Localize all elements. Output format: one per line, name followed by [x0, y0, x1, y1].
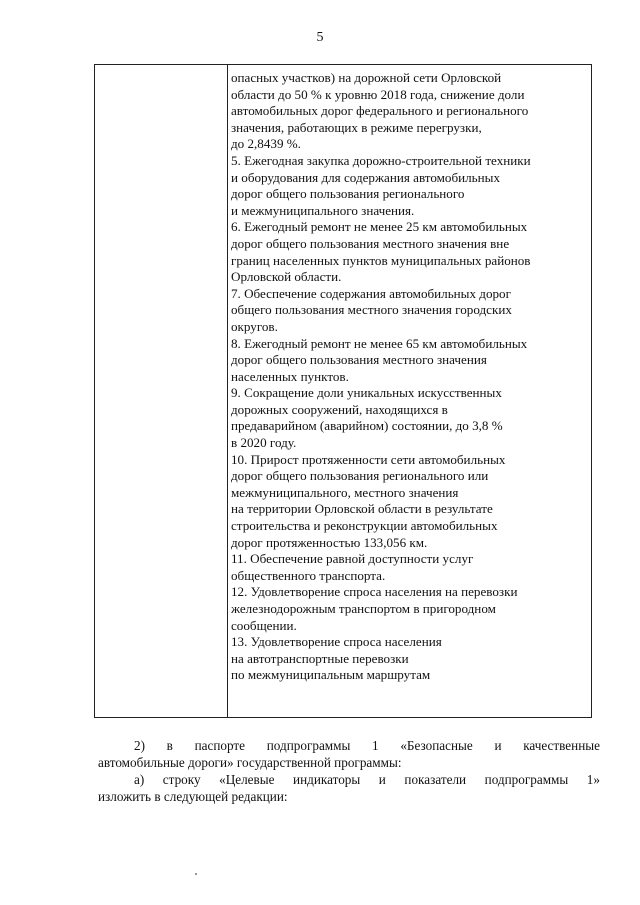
table-text-line: 5. Ежегодная закупка дорожно-строительной техники [231, 152, 531, 168]
table-text-line: 13. Удовлетворение спроса населения [231, 634, 442, 650]
table-text-line: округов. [231, 318, 278, 334]
paragraph-line: 2) в паспорте подпрограммы 1 «Безопасные и качественные [134, 738, 600, 753]
table-text-line: до 2,8439 %. [231, 136, 301, 152]
table-text-line: железнодорожным транспортом в пригородном [231, 601, 496, 616]
paragraph-line: изложить в следующей редакции: [98, 788, 288, 804]
paragraph-indicators-row [98, 772, 600, 805]
table-left-cell [95, 65, 227, 717]
indicators-table [94, 64, 592, 718]
table-text-line: 11. Обеспечение равной доступности услуг [231, 551, 474, 567]
table-text-line: на территории Орловской области в результате [231, 501, 493, 517]
paragraph-line: автомобильные дороги» государственной программы: [98, 754, 402, 770]
table-text-line: 7. Обеспечение содержания автомобильных дорог [231, 285, 511, 301]
table-text-line: предаварийном (аварийном) состоянии, до 3,8 % [231, 418, 503, 434]
page-number: 5 [316, 30, 324, 45]
table-text-line: на автотранспортные перевозки [231, 650, 409, 666]
table-text-line: дорог общего пользования местного значения вне [231, 235, 510, 251]
table-text-line: и оборудования для содержания автомобильных [231, 169, 501, 185]
table-text-line: 9. Сокращение доли уникальных искусственных [231, 385, 502, 401]
document-body [98, 738, 600, 806]
table-text-line: 6. Ежегодный ремонт не менее 25 км автомобильных [231, 219, 528, 235]
paragraph-line: а) строку «Целевые индикаторы и показатели подпрограммы 1» [134, 772, 600, 788]
table-text-line: сообщении. [231, 617, 297, 633]
table-text-line: автомобильных дорог федерального и регионального [231, 103, 529, 119]
table-text-line: строительства и реконструкции автомобильных [231, 518, 498, 534]
table-text-line: опасных участков) на дорожной сети Орловской [231, 70, 502, 85]
table-text-line: межмуниципального, местного значения [231, 484, 459, 500]
table-text-line: населенных пунктов. [231, 368, 349, 384]
table-text-line: дорог общего пользования местного значения [231, 352, 487, 368]
table-text-line: области до 50 % к уровню 2018 года, снижение доли [231, 86, 525, 102]
table-text-line: границ населенных пунктов муниципальных районов [231, 252, 531, 268]
table-text-line: Орловской области. [231, 269, 342, 285]
paragraph-passport [98, 738, 600, 771]
table-text-line: 10. Прирост протяженности сети автомобильных [231, 451, 506, 467]
table-text-line: и межмуниципального значения. [231, 202, 415, 218]
table-text-line: дорог общего пользования регионального [231, 186, 465, 202]
table-text-line: дорожных сооружений, находящихся в [231, 401, 448, 417]
table-right-cell [231, 70, 591, 684]
table-column-divider [227, 65, 228, 717]
table-text-line: дорог общего пользования регионального или [231, 468, 489, 484]
table-text-line: общего пользования местного значения городских [231, 302, 512, 318]
table-text-line: в 2020 году. [231, 435, 297, 451]
table-text-line: значения, работающих в режиме перегрузки, [231, 119, 482, 135]
table-text-line: дорог протяженностью 133,056 км. [231, 534, 428, 550]
table-text-line: 12. Удовлетворение спроса населения на перевозки [231, 584, 518, 600]
table-text-line: по межмуниципальным маршрутам [231, 667, 431, 683]
table-text-line: 8. Ежегодный ремонт не менее 65 км автомобильных [231, 335, 528, 351]
scan-speck [195, 873, 197, 875]
table-text-line: общественного транспорта. [231, 567, 386, 583]
